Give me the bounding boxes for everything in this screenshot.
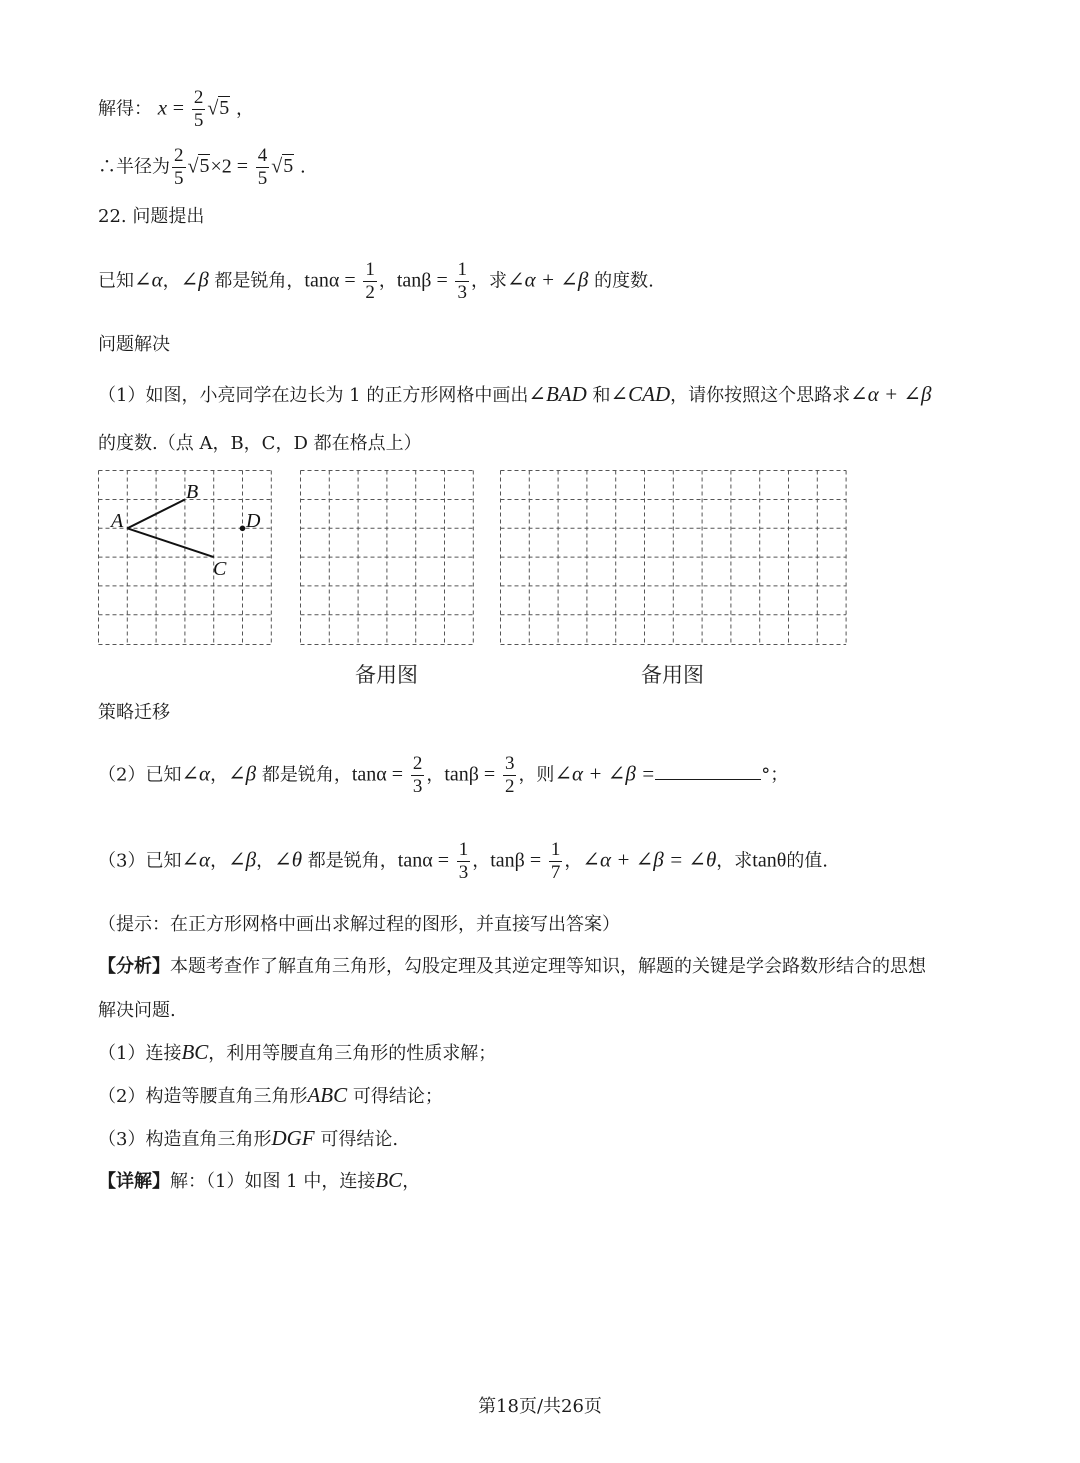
fraction: $\frac{3}{2}$: [504, 753, 515, 797]
page-footer: 第18页/共26页: [478, 1396, 602, 1417]
analysis-tag: 【分析】: [98, 956, 170, 977]
fraction: $\frac{1}{7}$: [550, 839, 561, 883]
grid-figure-backup-1: [300, 470, 476, 648]
part2-line: （2）已知∠α，∠β 都是锐角，tanα = $\frac{2}{3}$ ，tanβ = $\frac{3}{2}$ ，则∠α + ∠β = °；: [98, 753, 789, 797]
grid-figure-backup-2: [500, 470, 850, 648]
analysis-step2: （2）构造等腰直角三角形ABC 可得结论；: [98, 1083, 443, 1107]
solve-line: 解得： x = $\frac{2}{5}$ √5 ，: [98, 87, 255, 131]
label-c: C: [213, 558, 227, 580]
caption-backup-2: 备用图: [641, 663, 704, 687]
segment-ab: [127, 500, 185, 529]
label-b: B: [186, 481, 199, 503]
fraction: $\frac{1}{3}$: [458, 839, 469, 883]
given-line: 已知∠α，∠β 都是锐角，tanα = $\frac{1}{2}$ ，tanβ = $\frac{1}{3}$ ，求∠α + ∠β 的度数.: [98, 259, 654, 303]
analysis-step1: （1）连接BC，利用等腰直角三角形的性质求解；: [98, 1040, 497, 1064]
fraction: $\frac{4}{5}$: [257, 145, 268, 189]
radius-line: ∴半径为 $\frac{2}{5}$ √5×2 = $\frac{4}{5}$ √5 .: [98, 145, 306, 189]
hint: （提示：在正方形网格中画出求解过程的图形，并直接写出答案）: [98, 914, 620, 935]
segment-ac: [127, 528, 213, 557]
section-title-transfer: 策略迁移: [98, 702, 170, 723]
analysis-step3: （3）构造直角三角形DGF 可得结论.: [98, 1126, 399, 1150]
fraction: $\frac{1}{3}$: [457, 259, 467, 303]
grid-figure-main: [98, 470, 274, 648]
part1-line2: 的度数.（点 A，B，C，D 都在格点上）: [98, 433, 422, 454]
detail-tag: 【详解】: [98, 1171, 170, 1192]
answer-blank[interactable]: [655, 761, 761, 780]
fraction: $\frac{2}{3}$: [412, 753, 423, 797]
part3-line: （3）已知∠α，∠β，∠θ 都是锐角，tanα = $\frac{1}{3}$ ，tanβ = $\frac{1}{7}$ ，∠α + ∠β = ∠θ，求tanθ的值.: [98, 839, 829, 883]
analysis-line: 【分析】本题考查作了解直角三角形，勾股定理及其逆定理等知识，解题的关键是学会路数形结合的思想: [98, 956, 926, 977]
sqrt: √5: [271, 155, 294, 178]
var-x: x: [157, 95, 168, 120]
fraction: $\frac{2}{5}$: [193, 87, 204, 131]
section-title-solve: 问题解决: [98, 334, 170, 355]
caption-backup-1: 备用图: [355, 663, 418, 687]
fraction: $\frac{2}{5}$: [174, 145, 184, 189]
question-heading: 22. 问题提出: [98, 206, 205, 227]
fraction: $\frac{1}{2}$: [365, 259, 375, 303]
sqrt: √5: [187, 155, 210, 178]
part1-line: （1）如图，小亮同学在边长为 1 的正方形网格中画出∠BAD 和∠CAD，请你按照这个思路求∠α + ∠β: [98, 382, 932, 406]
point-d: [240, 526, 246, 532]
sqrt: √5: [207, 97, 230, 120]
analysis-line2: 解决问题.: [98, 1000, 176, 1021]
detail-line: 【详解】解：（1）如图 1 中，连接BC，: [98, 1168, 421, 1192]
label-d: D: [246, 510, 261, 532]
label-a: A: [111, 510, 124, 532]
